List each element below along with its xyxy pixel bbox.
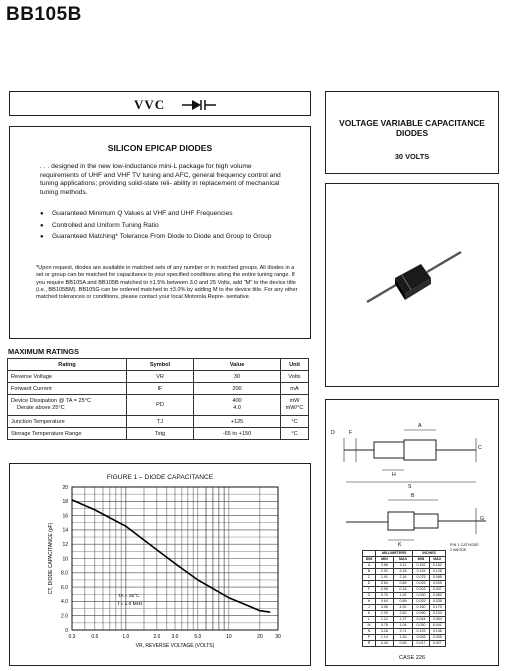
package-drawing-box	[325, 399, 499, 666]
unit-text: mW	[289, 398, 300, 404]
dim-value-cell: 0.64	[376, 581, 394, 587]
dim-value-cell: 1.91	[376, 575, 394, 581]
symbol-cell: VR	[127, 371, 194, 383]
dim-value-cell: 2.29	[376, 611, 394, 617]
dim-value-cell: 0.044	[413, 617, 429, 623]
unit-cell: Volts	[281, 371, 309, 383]
y-tick-label: 18	[62, 499, 68, 506]
x-tick-label: 0.5	[91, 634, 99, 640]
diode-photo	[361, 244, 471, 319]
dim-value-cell: 0.69	[393, 641, 413, 647]
dim-value-cell: 0.162	[429, 563, 445, 569]
dim-label: C	[478, 445, 482, 451]
dim-letter-cell: A	[363, 563, 376, 569]
data-point	[156, 549, 157, 550]
dim-value-cell: 0.76	[376, 593, 394, 599]
dim-label: H	[392, 472, 396, 478]
description-text: . . . designed in the new low-inductance mini-L package for high volume requirements of UHF and VHF TV tuning and AFC, general frequency control and tuning applications; providing solid-state reli- ability in replacement of mechanical tuning methods.	[40, 163, 281, 196]
dim-letter-cell: K	[363, 611, 376, 617]
table-row	[8, 383, 309, 395]
data-point	[259, 610, 260, 611]
dim-value-cell: 0.054	[429, 617, 445, 623]
x-axis-label: VR, REVERSE VOLTAGE (VOLTS)	[135, 643, 215, 649]
dim-letter-cell: P	[363, 635, 376, 641]
figure-box	[9, 463, 311, 666]
dim-label: A	[418, 423, 422, 429]
y-axis-label: CT, DIODE CAPACITANCE (pF)	[48, 522, 54, 595]
dim-value-cell: 3.18	[393, 569, 413, 575]
dim-label: F	[349, 430, 353, 436]
dim-value-cell: 0.030	[413, 623, 429, 629]
data-point	[71, 499, 72, 500]
y-tick-label: 16	[62, 513, 68, 520]
dim-letter-cell: G	[363, 593, 376, 599]
rating-cell: Storage Temperature Range	[8, 428, 127, 440]
x-tick-label: 20	[257, 634, 263, 640]
dim-value-cell: 4.32	[393, 605, 413, 611]
table-header-row	[8, 359, 309, 371]
dim-value-cell: 3.18	[376, 629, 394, 635]
dim-value-cell: 0.152	[413, 563, 429, 569]
product-subtitle: 30 VOLTS	[394, 152, 430, 161]
unit-subtext: mW/°C	[285, 405, 304, 411]
product-title-box	[325, 91, 499, 174]
table-row	[8, 395, 309, 416]
column-header: Symbol	[127, 359, 194, 371]
dim-value-cell: 0.060	[429, 593, 445, 599]
dim-value-cell: 0.125	[429, 569, 445, 575]
symbol-cell: Tstg	[127, 428, 194, 440]
column-group-header: INCHES	[413, 551, 446, 557]
dim-value-cell: 0.08	[376, 587, 394, 593]
dim-value-cell: 0.075	[413, 575, 429, 581]
dim-value-cell: 0.035	[429, 581, 445, 587]
chart-annotation: f = 1.0 MHz	[117, 602, 143, 608]
chart-title: FIGURE 1 – DIODE CAPACITANCE	[106, 474, 214, 481]
dim-value-cell: 0.003	[413, 587, 429, 593]
dim-value-cell: 0.64	[376, 599, 394, 605]
product-title: VOLTAGE VARIABLE CAPACITANCE DIODES	[339, 118, 485, 138]
capacitance-chart	[10, 464, 310, 664]
package-outline-drawing	[326, 400, 498, 565]
data-point	[197, 579, 198, 580]
value-cell	[194, 395, 281, 416]
dim-value-cell: 2.62	[393, 611, 413, 617]
y-tick-label: 6.0	[61, 584, 68, 591]
y-tick-label: 14	[62, 527, 68, 534]
symbol-cell: TJ	[127, 416, 194, 428]
value-cell: 30	[194, 371, 281, 383]
dim-value-cell: 1.14	[376, 635, 394, 641]
dim-value-cell: 0.085	[429, 575, 445, 581]
brand-logo-box	[9, 91, 311, 116]
dim-value-cell: 0.055	[429, 635, 445, 641]
column-header: DIM	[363, 557, 376, 563]
dim-letter-cell: H	[363, 599, 376, 605]
y-tick-label: 8.0	[61, 570, 68, 577]
dim-value-cell: 1.52	[393, 593, 413, 599]
rating-cell: Forward Current	[8, 383, 127, 395]
x-tick-label: 5.0	[194, 634, 202, 640]
dim-value-cell: 0.18	[393, 587, 413, 593]
dim-value-cell: 0.125	[413, 629, 429, 635]
dim-value-cell: 1.04	[393, 623, 413, 629]
dim-value-cell: 0.115	[413, 569, 429, 575]
unit-cell: mA	[281, 383, 309, 395]
dim-letter-cell: D	[363, 581, 376, 587]
dim-letter-cell: M	[363, 623, 376, 629]
rating-text: Device Dissipation @ TA = 25°C	[11, 398, 91, 404]
symbol-cell: IF	[127, 383, 194, 395]
rating-subtext: Derate above 25°C	[17, 405, 65, 411]
value-cell: -65 to +150	[194, 428, 281, 440]
dim-value-cell: 0.045	[413, 635, 429, 641]
capacitance-curve	[72, 500, 270, 612]
dim-value-cell: 2.16	[393, 575, 413, 581]
rating-cell: Junction Temperature	[8, 416, 127, 428]
dim-label: B	[411, 493, 415, 499]
dim-value-cell: 0.007	[429, 587, 445, 593]
data-point	[94, 509, 95, 510]
dim-value-cell: 0.146	[429, 629, 445, 635]
column-header: MIN	[376, 557, 394, 563]
value-cell: 200	[194, 383, 281, 395]
part-number: BB105B	[6, 4, 82, 25]
dim-letter-cell: J	[363, 605, 376, 611]
column-header: Unit	[281, 359, 309, 371]
dim-value-cell: 4.11	[393, 563, 413, 569]
column-header: MAX	[429, 557, 445, 563]
column-header: MAX	[393, 557, 413, 563]
footnote: *Upon request, diodes are available in matched sets of any number or in matched groups. All diodes in a set or group can be matched for capacitance to your specified conditions along the entire tuning range. If you require BB105A and BB105B matched to ±1.5% between 3.0 and 25 Volts, add "M" to the device title (i.e., BB105BM). BB105G can be ordered matched to ±3.0% by adding M to the device title. For any other matched tolerances or conditions, please contact your local Motorola Repre- sentative.	[36, 265, 298, 301]
pin-note: PIN 1 CATHODE 2 ANODE	[450, 543, 479, 552]
feature-item: ● Controlled and Uniform Tuning Ratio	[38, 222, 298, 231]
dim-value-cell: 0.025	[413, 599, 429, 605]
dim-letter-cell: C	[363, 575, 376, 581]
dim-value-cell: 0.160	[413, 605, 429, 611]
table-row	[363, 641, 446, 647]
chart-annotation: TA = 25°C	[117, 594, 140, 600]
dim-value-cell: 0.041	[429, 623, 445, 629]
dim-letter-cell: L	[363, 617, 376, 623]
data-point	[228, 597, 229, 598]
y-tick-label: 0	[65, 627, 68, 634]
x-tick-label: 10	[226, 634, 232, 640]
dim-letter-cell: B	[363, 569, 376, 575]
varactor-symbol-icon	[182, 99, 222, 111]
brand-mark: VVC	[134, 97, 166, 112]
dim-value-cell: 0.090	[413, 611, 429, 617]
feature-item: ● Guaranteed Minimum Q Values at VHF and UHF Frequencies	[38, 210, 298, 219]
x-tick-label: 2.0	[153, 634, 161, 640]
dim-letter-cell: N	[363, 629, 376, 635]
data-point	[269, 612, 270, 613]
dim-value-cell: 1.12	[376, 617, 394, 623]
dim-value-cell: 3.86	[376, 563, 394, 569]
dimension-table	[362, 550, 446, 647]
x-tick-label: 0.3	[68, 634, 76, 640]
rating-cell	[8, 395, 127, 416]
dim-value-cell: 0.89	[393, 599, 413, 605]
dim-label: S	[408, 484, 412, 490]
dim-value-cell: 4.06	[376, 605, 394, 611]
column-group-header: MILLIMETERS	[376, 551, 413, 557]
dim-label: K	[398, 542, 402, 548]
description-title: SILICON EPICAP DIODES	[107, 143, 213, 153]
dim-value-cell: 0.027	[429, 641, 445, 647]
unit-cell: °C	[281, 428, 309, 440]
y-tick-label: 2.0	[61, 613, 68, 620]
dim-value-cell: 0.017	[413, 641, 429, 647]
unit-cell: °C	[281, 416, 309, 428]
x-tick-label: 30	[275, 634, 281, 640]
dim-value-cell: 3.71	[393, 629, 413, 635]
data-point	[125, 526, 126, 527]
case-label: CASE 226	[398, 655, 426, 661]
value-text: 400	[232, 398, 242, 404]
dim-value-cell: 0.76	[376, 623, 394, 629]
column-header: Value	[194, 359, 281, 371]
dim-value-cell: 2.92	[376, 569, 394, 575]
feature-item: ● Guaranteed Matching* Tolerance From Diode to Diode and Group to Group	[38, 233, 298, 242]
y-tick-label: 4.0	[61, 599, 68, 606]
dim-label: D	[331, 430, 335, 436]
unit-cell	[281, 395, 309, 416]
table-row	[8, 428, 309, 440]
max-ratings-table	[7, 358, 309, 440]
dim-value-cell: 0.43	[376, 641, 394, 647]
column-header: Rating	[8, 359, 127, 371]
dim-value-cell: 0.170	[429, 605, 445, 611]
symbol-cell: PD	[127, 395, 194, 416]
dim-value-cell: 0.025	[413, 581, 429, 587]
package-photo-box	[325, 183, 499, 387]
dim-letter-cell: R	[363, 641, 376, 647]
x-tick-label: 1.0	[122, 634, 130, 640]
dim-label: G	[480, 516, 485, 522]
data-point	[174, 563, 175, 564]
y-tick-label: 12	[62, 542, 68, 548]
column-header: MIN	[413, 557, 429, 563]
table-row	[8, 371, 309, 383]
dim-value-cell: 0.035	[429, 599, 445, 605]
value-cell: +125	[194, 416, 281, 428]
y-tick-label: 10	[62, 556, 68, 563]
value-subtext: 4.0	[233, 405, 241, 411]
description-box	[9, 126, 311, 339]
feature-list	[38, 210, 298, 245]
table-row	[8, 416, 309, 428]
dim-letter-cell: F	[363, 587, 376, 593]
y-tick-label: 20	[62, 484, 68, 491]
dim-value-cell: 0.030	[413, 593, 429, 599]
ratings-heading: MAXIMUM RATINGS	[8, 347, 79, 356]
dim-value-cell: 1.40	[393, 635, 413, 641]
x-tick-label: 3.0	[171, 634, 179, 640]
dim-value-cell: 0.103	[429, 611, 445, 617]
dimension-table-body	[363, 563, 446, 647]
dim-value-cell: 1.37	[393, 617, 413, 623]
dim-value-cell: 0.89	[393, 581, 413, 587]
rating-cell: Reverse Voltage	[8, 371, 127, 383]
